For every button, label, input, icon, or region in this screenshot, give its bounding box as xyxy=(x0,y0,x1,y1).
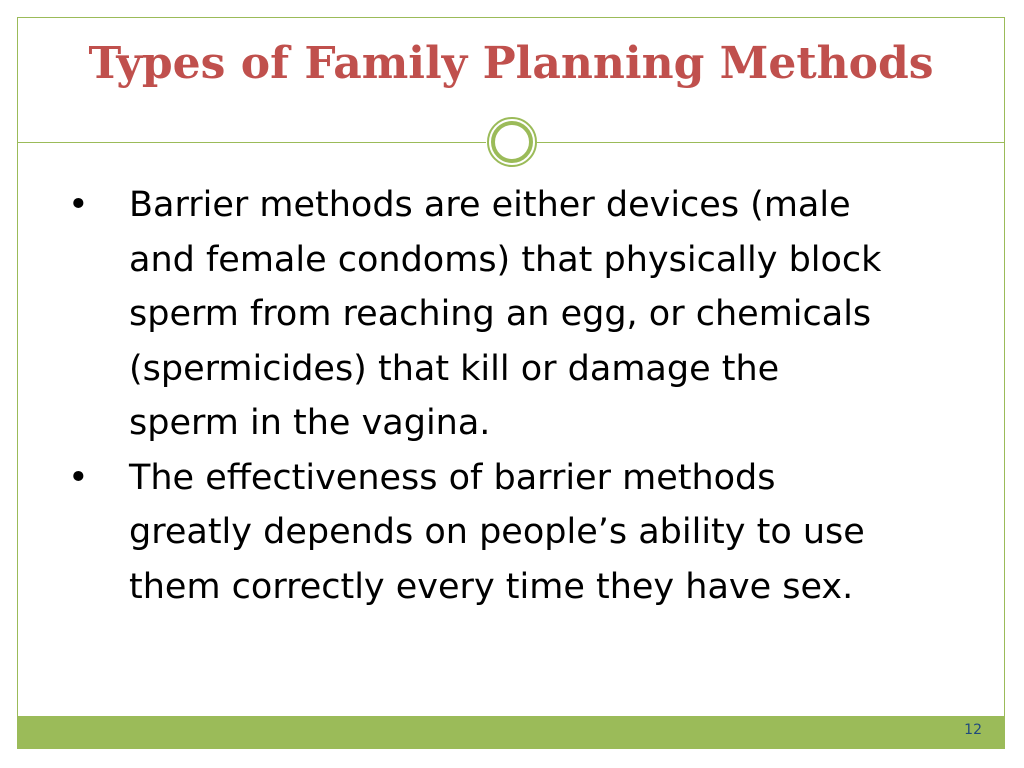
footer-bar xyxy=(17,716,1005,749)
page-number: 12 xyxy=(964,722,982,738)
bullet-marker-icon: • xyxy=(68,185,89,225)
bullet-text: The effectiveness of barrier methods greatly depends on people’s ability to use them correctly every time they have sex. xyxy=(129,457,865,607)
title-divider-right xyxy=(537,142,1005,143)
bullet-item xyxy=(60,451,900,615)
slide-title: Types of Family Planning Methods xyxy=(88,38,934,89)
bullet-list xyxy=(60,178,900,614)
title-divider-left xyxy=(17,142,486,143)
bullet-text: Barrier methods are either devices (male and female condoms) that physically block sperm from reaching an egg, or chemicals (spermicides) that kill or damage the sperm in the vagina. xyxy=(129,185,882,443)
bullet-marker-icon: • xyxy=(68,457,89,498)
bullet-item xyxy=(60,178,900,451)
circle-ornament-icon xyxy=(486,116,538,168)
